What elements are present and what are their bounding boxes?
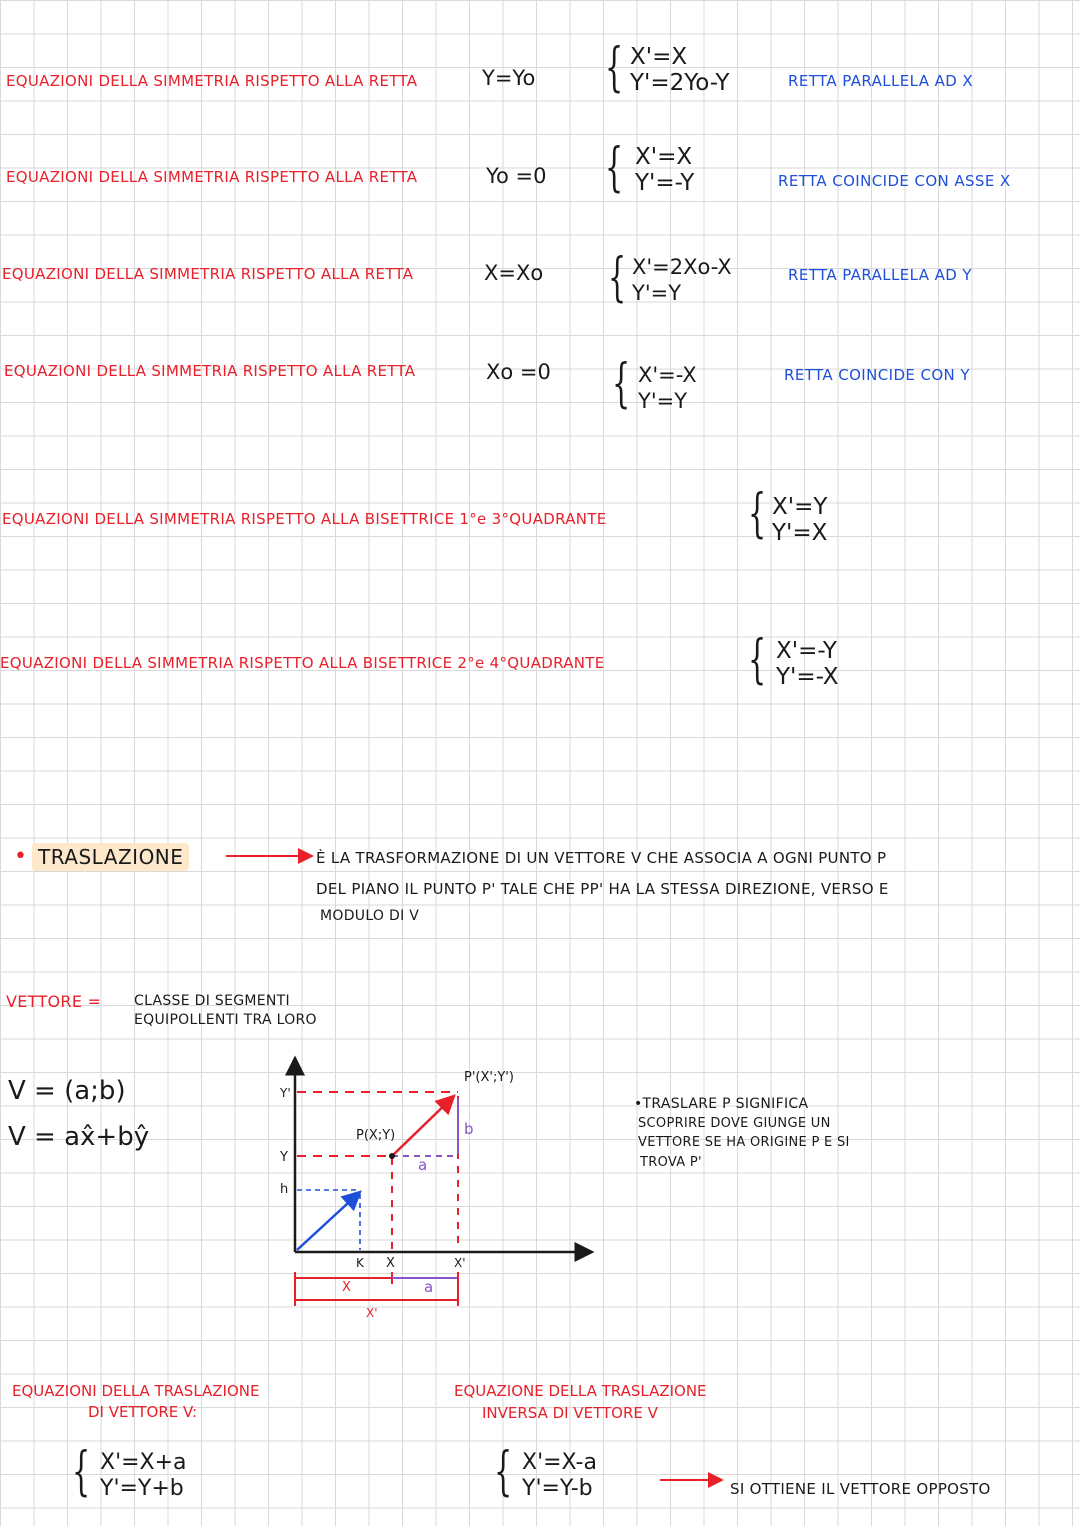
section-title: TRASLAZIONE <box>32 843 189 871</box>
equation-x: X'=-X <box>638 363 697 387</box>
label-a-measure: a <box>424 1278 434 1296</box>
system-brace: { <box>748 630 767 690</box>
equation-x: X'=2Xo-X <box>632 255 732 279</box>
label-p: P(X;Y) <box>356 1128 396 1143</box>
label-x-measure: X <box>342 1280 351 1295</box>
equations-title-1: EQUAZIONI DELLA TRASLAZIONE <box>12 1382 260 1400</box>
symmetry-note: RETTA COINCIDE CON ASSE X <box>778 172 1011 190</box>
label-a: a <box>418 1156 428 1174</box>
inverse-title-1: EQUAZIONE DELLA TRASLAZIONE <box>454 1382 707 1400</box>
equations-title-2: DI VETTORE V: <box>88 1403 198 1421</box>
system-brace: { <box>605 38 624 98</box>
definition-line-3: MODULO DI V <box>320 908 420 924</box>
symmetry-condition: Xo =0 <box>486 360 551 384</box>
symmetry-condition: Yo =0 <box>486 164 547 188</box>
symmetry-label: EQUAZIONI DELLA SIMMETRIA RISPETTO ALLA RETTA <box>4 362 416 380</box>
inverse-note: SI OTTIENE IL VETTORE OPPOSTO <box>730 1480 991 1498</box>
symmetry-condition: X=Xo <box>484 261 544 285</box>
equation-y: Y'=Y <box>638 389 688 413</box>
equation-y: Y'=Y <box>632 281 682 305</box>
system-brace: { <box>72 1442 91 1502</box>
symmetry-label: EQUAZIONI DELLA SIMMETRIA RISPETTO ALLA RETTA <box>2 265 414 283</box>
label-x-prime-measure: X' <box>366 1306 378 1320</box>
bisector-label: EQUAZIONI DELLA SIMMETRIA RISPETTO ALLA BISETTRICE 2°e 4°QUADRANTE <box>0 654 605 672</box>
definition-line-1: È LA TRASFORMAZIONE DI UN VETTORE V CHE ASSOCIA A OGNI PUNTO P <box>316 849 887 867</box>
note-line-3: VETTORE SE HA ORIGINE P E SI <box>638 1135 850 1150</box>
equation-x: X'=Y <box>772 494 828 520</box>
point-p <box>389 1153 395 1159</box>
system-brace: { <box>748 484 767 544</box>
definition-line-2: DEL PIANO IL PUNTO P' TALE CHE PP' HA LA STESSA DIREZIONE, VERSO E <box>316 880 889 898</box>
equation-y: Y'=X <box>772 520 828 546</box>
translation-vector <box>392 1096 454 1156</box>
equation-y: Y'=-Y <box>635 170 695 196</box>
system-brace: { <box>612 354 631 414</box>
vector-components: V = (a;b) <box>8 1076 126 1106</box>
inverse-title-2: INVERSA DI VETTORE V <box>482 1404 658 1422</box>
equation-y: Y'=2Yo-Y <box>630 70 730 96</box>
label-b: b <box>464 1120 474 1138</box>
symmetry-label: EQUAZIONI DELLA SIMMETRIA RISPETTO ALLA RETTA <box>6 168 418 186</box>
equation-x: X'=-Y <box>776 638 837 664</box>
inverse-eq-y: Y'=Y-b <box>522 1476 593 1501</box>
label-y: Y <box>280 1150 288 1165</box>
inverse-eq-x: X'=X-a <box>522 1450 597 1475</box>
symmetry-condition: Y=Yo <box>482 66 536 90</box>
note-line-4: TROVA P' <box>640 1155 702 1170</box>
symmetry-label: EQUAZIONI DELLA SIMMETRIA RISPETTO ALLA RETTA <box>6 72 418 90</box>
label-x-prime-axis: X' <box>454 1256 466 1270</box>
label-h: h <box>280 1182 289 1197</box>
translation-eq-x: X'=X+a <box>100 1450 187 1475</box>
label-y-prime: Y' <box>280 1086 291 1100</box>
note-line-2: SCOPRIRE DOVE GIUNGE UN <box>638 1116 831 1131</box>
vector-v <box>297 1192 360 1250</box>
note-line-1: •TRASLARE P SIGNIFICA <box>634 1096 809 1112</box>
label-k: K <box>356 1256 364 1270</box>
bullet-icon: • <box>14 844 27 869</box>
equation-y: Y'=-X <box>776 664 839 690</box>
translation-eq-y: Y'=Y+b <box>100 1476 184 1501</box>
equation-x: X'=X <box>635 144 693 170</box>
vector-versors: V = ax̂+bŷ <box>8 1122 150 1152</box>
symmetry-note: RETTA PARALLELA AD Y <box>788 266 972 284</box>
equation-x: X'=X <box>630 44 688 70</box>
system-brace: { <box>605 138 624 198</box>
vector-definition-2: EQUIPOLLENTI TRA LORO <box>134 1012 317 1028</box>
label-p-prime: P'(X';Y') <box>464 1070 514 1085</box>
bisector-label: EQUAZIONI DELLA SIMMETRIA RISPETTO ALLA BISETTRICE 1°e 3°QUADRANTE <box>2 510 607 528</box>
vector-definition-1: CLASSE DI SEGMENTI <box>134 993 290 1009</box>
symmetry-note: RETTA PARALLELA AD X <box>788 72 974 90</box>
label-x: X <box>386 1256 395 1271</box>
symmetry-note: RETTA COINCIDE CON Y <box>784 366 970 384</box>
vector-label: VETTORE = <box>6 992 102 1011</box>
system-brace: { <box>494 1442 513 1502</box>
system-brace: { <box>608 248 627 308</box>
